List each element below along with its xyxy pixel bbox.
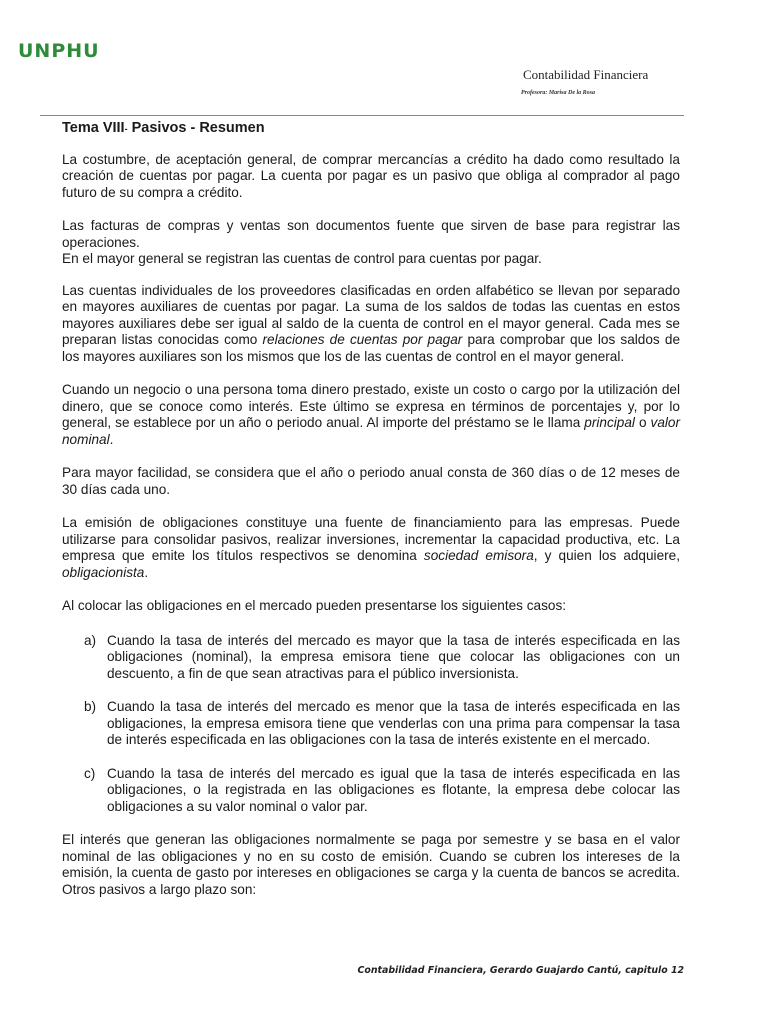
text-span: . bbox=[109, 431, 114, 447]
emphasis-text: obligacionista bbox=[62, 564, 145, 580]
paragraph-casos-intro: Al colocar las obligaciones en el mercado pueden presentarse los siguientes casos: bbox=[62, 598, 567, 613]
header-divider bbox=[40, 115, 684, 116]
paragraph-cuentas-por-pagar: La costumbre, de aceptación general, de comprar mercancías a crédito ha dado como resultado la creación de cuentas por pagar. La cuenta por pagar es un pasivo que obliga al comprador al pago futuro de su compra a crédito. bbox=[62, 151, 680, 200]
paragraph-facturas: Las facturas de compras y ventas son documentos fuente que sirven de base para registrar las operaciones. bbox=[62, 218, 680, 250]
cases-list bbox=[84, 633, 680, 816]
text-span: , y quien los adquiere, bbox=[533, 548, 681, 563]
list-item-text: Cuando la tasa de interés del mercado es mayor que la tasa de interés especificada en las obligaciones (nominal), la empresa emisora tiene que colocar las obligaciones con un descuento, a fin de que sean atractivas para el público inversionista. bbox=[107, 632, 680, 681]
list-item bbox=[84, 633, 680, 683]
text-span: . bbox=[144, 564, 149, 580]
list-marker: a) bbox=[84, 632, 97, 648]
section-title-rest: Pasivos - Resumen bbox=[127, 120, 265, 136]
list-marker: c) bbox=[84, 765, 96, 781]
professor-name: Profesora: Marisa De la Rosa bbox=[521, 90, 596, 96]
list-item bbox=[84, 766, 680, 816]
text-span: Las cuentas individuales de los proveedores clasificadas en orden alfabético se llevan por separado en mayores auxiliares de cuentas por pagar. La suma de los saldos de todas las cuentas en estos mayores auxiliares debe ser igual al saldo de la cuenta de control en el mayor general. Cada mes se preparan listas conocidas como bbox=[62, 282, 680, 347]
emphasis-text: principal bbox=[584, 415, 635, 430]
emphasis-text: valor nominal bbox=[62, 415, 680, 447]
section-title-dash: - bbox=[124, 124, 128, 134]
text-span: La emisión de obligaciones constituye una fuente de financiamiento para las empresas. Puede utilizarse para consolidar pasivos, realizar inversiones, incrementar la capacidad productiva, etc. La empresa que emite los títulos respectivos se denomina bbox=[62, 515, 680, 563]
list-item bbox=[84, 699, 680, 749]
unphu-logo: UNPHU bbox=[18, 40, 100, 62]
text-span: para comprobar que los saldos de los mayores auxiliares son los mismos que los de las cuentas de control en el mayor general. bbox=[62, 332, 681, 364]
emphasis-text: relaciones de cuentas por pagar bbox=[262, 332, 463, 347]
emphasis-text: sociedad emisora bbox=[423, 548, 534, 563]
page-footer: Contabilidad Financiera, Gerardo Guajardo Cantú, capitulo 12 bbox=[357, 965, 684, 976]
paragraph-emision-obligaciones bbox=[62, 515, 680, 581]
section-title bbox=[62, 120, 680, 138]
list-marker: b) bbox=[84, 699, 97, 714]
list-item-text: Cuando la tasa de interés del mercado es igual que la tasa de interés especificada en las obligaciones, o la registrada en las obligaciones es flotante, la empresa debe colocar las obligaciones a su valor nominal o valor par. bbox=[107, 765, 680, 814]
document-body bbox=[62, 120, 680, 915]
list-item-text: Cuando la tasa de interés del mercado es menor que la tasa de interés especificada en las obligaciones, la empresa emisora tiene que venderlas con una prima para compensar la tasa de interés especificada en las obligaciones con la tasa de interés existente en el mercado. bbox=[107, 699, 680, 747]
text-span: o bbox=[634, 415, 651, 430]
section-title-main: Tema VIII bbox=[62, 120, 125, 136]
paragraph-mayor-general: En el mayor general se registran las cuentas de control para cuentas por pagar. bbox=[62, 251, 542, 266]
paragraph-periodo-anual: Para mayor facilidad, se considera que el año o periodo anual consta de 360 días o de 12 meses de 30 días cada uno. bbox=[62, 465, 680, 497]
text-span: Cuando un negocio o una persona toma dinero prestado, existe un costo o cargo por la utilización del dinero, que se conoce como interés. Este último se expresa en términos de porcentajes y, por lo general, se establece por un año o periodo anual. Al importe del préstamo se le llama bbox=[62, 382, 680, 430]
paragraph-cuentas-individuales bbox=[62, 283, 680, 366]
paragraph-interes-obligaciones: El interés que generan las obligaciones normalmente se paga por semestre y se basa en el valor nominal de las obligaciones y no en su costo de emisión. Cuando se cubren los intereses de la emisión, la cuenta de gasto por intereses en obligaciones se carga y la cuenta de bancos se acredita. Otros pasivos a largo plazo son: bbox=[62, 832, 680, 897]
paragraph-interes bbox=[62, 382, 680, 448]
course-title: Contabilidad Financiera bbox=[523, 67, 649, 82]
